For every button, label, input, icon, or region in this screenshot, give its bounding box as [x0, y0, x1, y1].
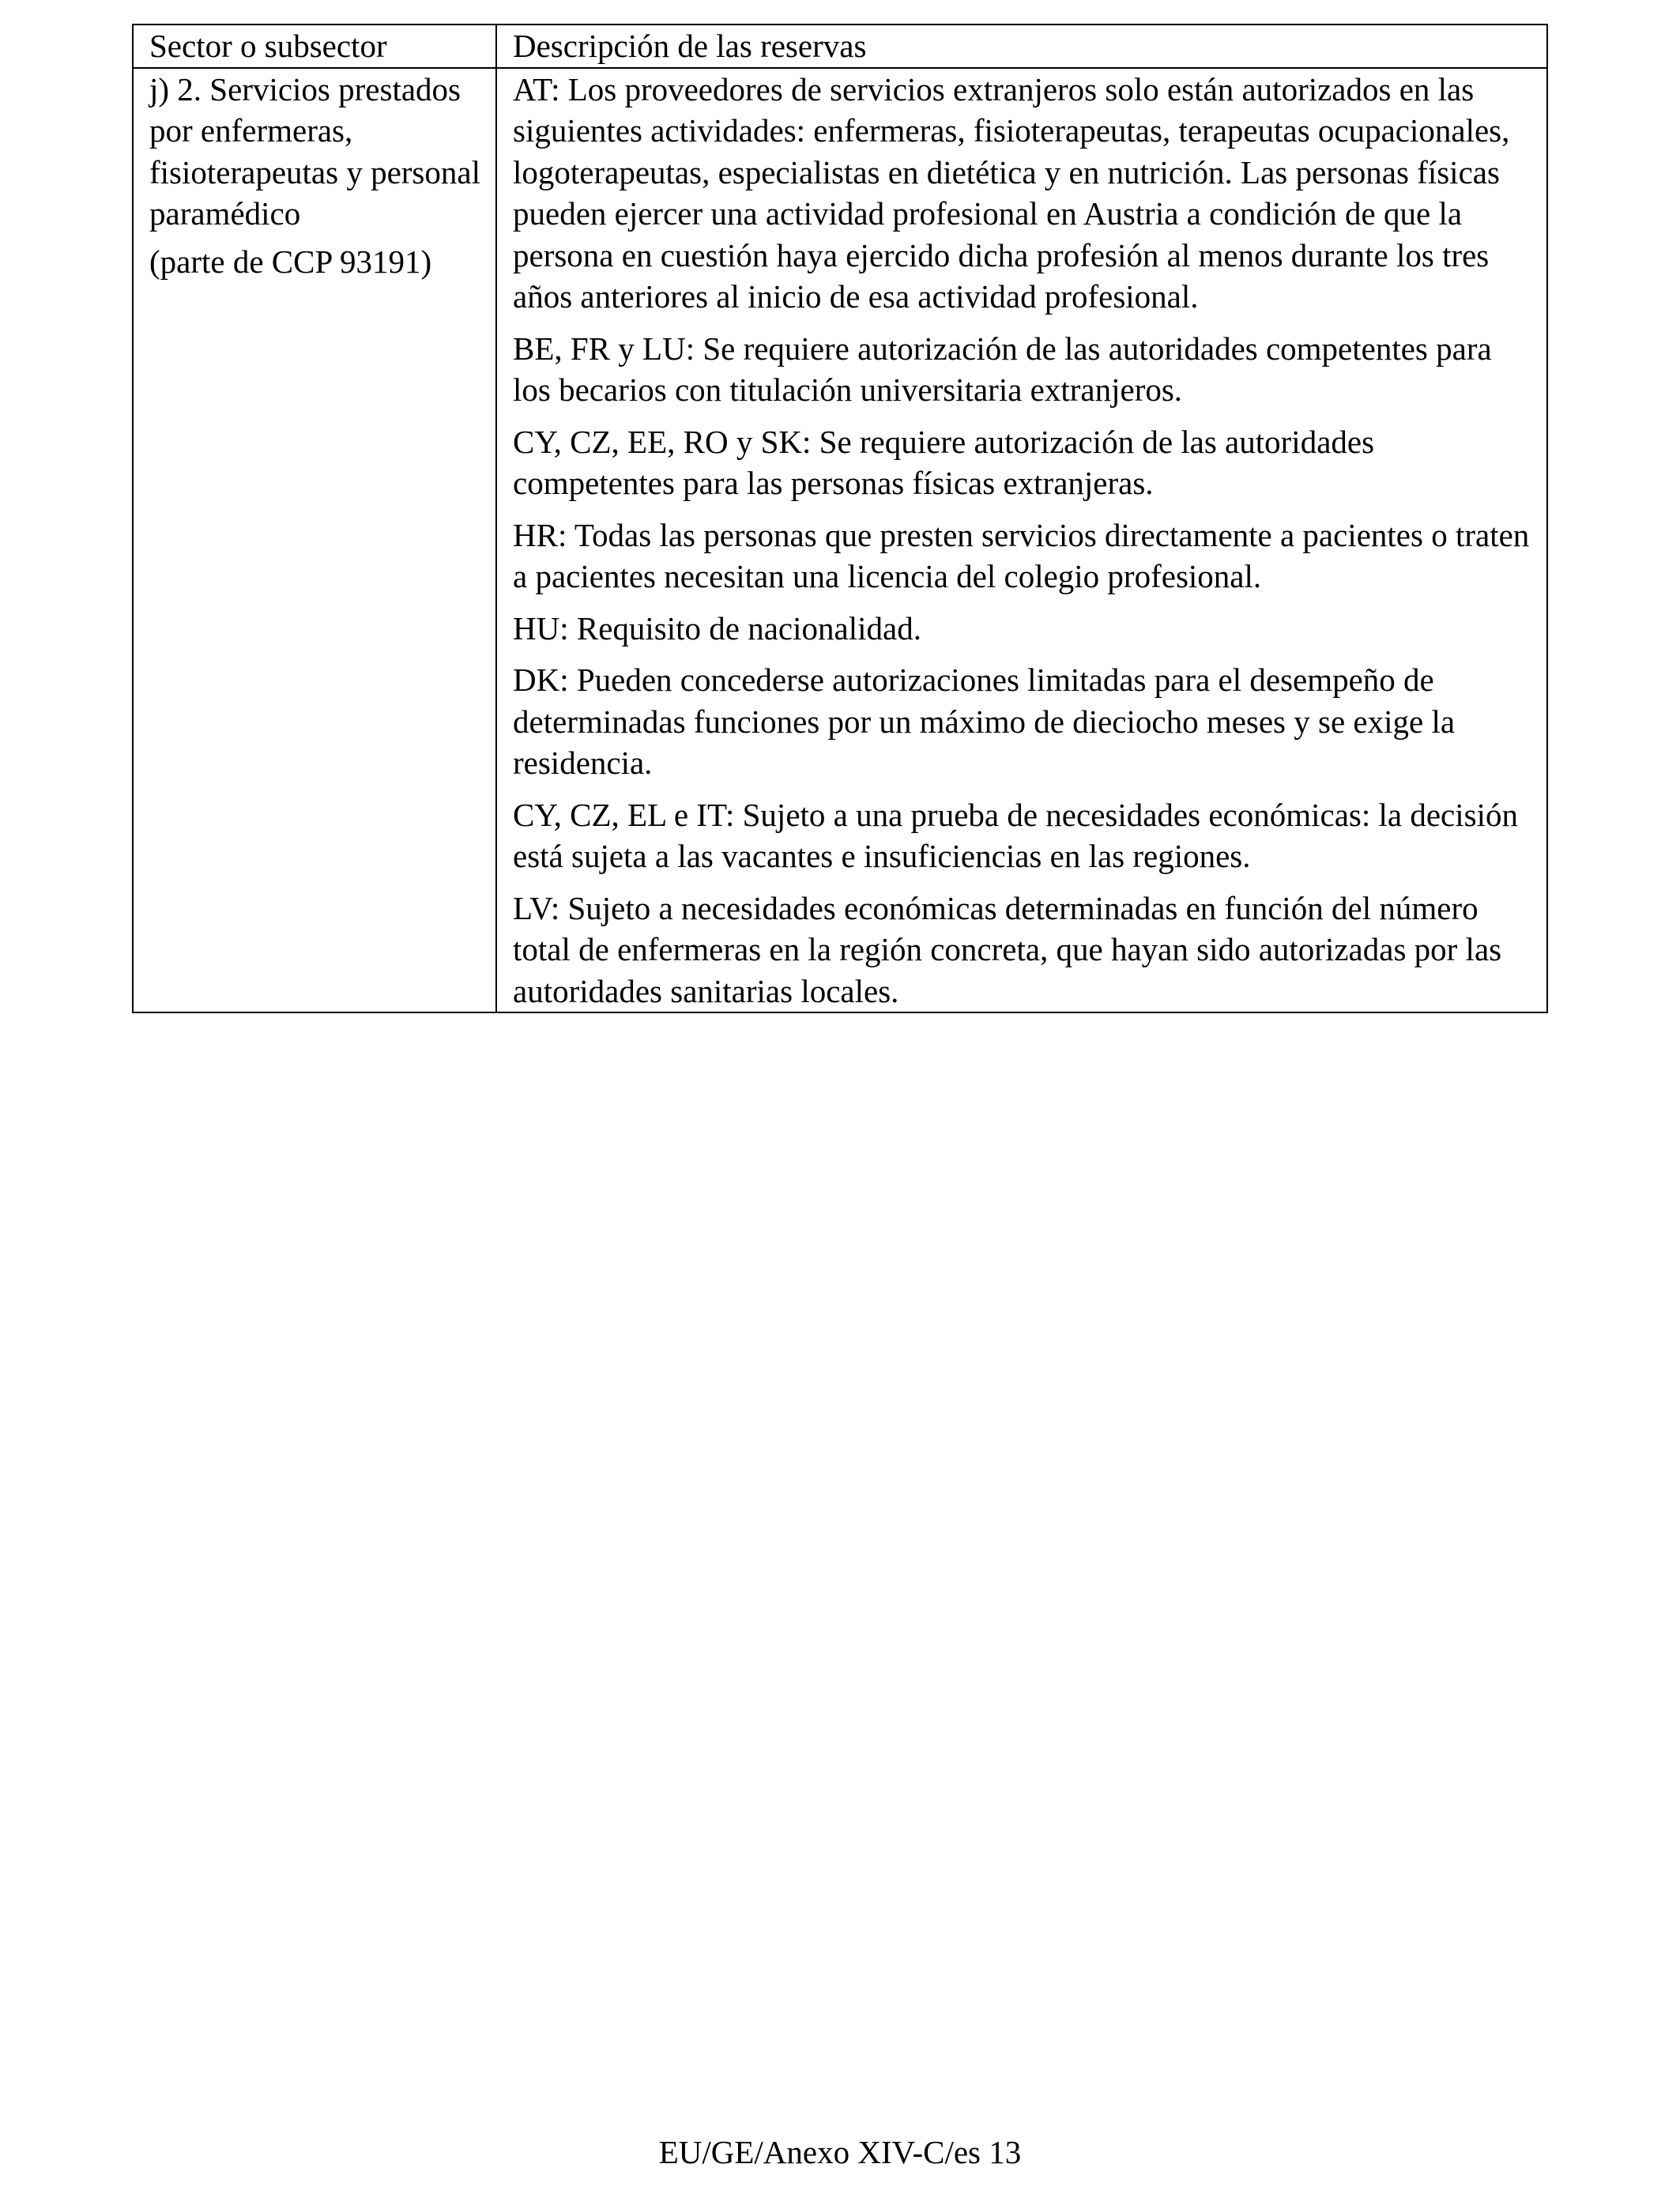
header-description: Descripción de las reservas	[496, 25, 1547, 68]
reservation-cy-cz-el-it: CY, CZ, EL e IT: Sujeto a una prueba de necesidades económicas: la decisión está sujeta a las vacantes e insuficiencias en las regiones.	[513, 796, 1518, 874]
header-sector: Sector o subsector	[133, 25, 496, 68]
reservation-dk: DK: Pueden concederse autorizaciones limitadas para el desempeño de determinadas funciones por un máximo de dieciocho meses y se exige la residencia.	[513, 662, 1456, 781]
reservation-lv: LV: Sujeto a necesidades económicas determinadas en función del número total de enfermeras en la región concreta, que hayan sido autorizadas por las autoridades sanitarias locales.	[513, 889, 1502, 1009]
reservation-hr: HR: Todas las personas que presten servicios directamente a pacientes o traten a pacientes necesitan una licencia del colegio profesional.	[513, 516, 1530, 594]
sector-cell	[133, 68, 496, 1013]
reservation-hu: HU: Requisito de nacionalidad.	[513, 609, 921, 647]
description-cell	[496, 68, 1547, 1013]
reservation-cy-cz-ee-ro-sk: CY, CZ, EE, RO y SK: Se requiere autorización de las autoridades competentes para las personas físicas extranjeras.	[513, 423, 1375, 501]
reservation-be-fr-lu: BE, FR y LU: Se requiere autorización de las autoridades competentes para los becarios con titulación universitaria extranjeros.	[513, 330, 1492, 408]
page-footer: EU/GE/Anexo XIV-C/es 13	[658, 2134, 1022, 2170]
table-row	[133, 68, 1547, 1013]
reservation-at: AT: Los proveedores de servicios extranjeros solo están autorizados en las siguientes actividades: enfermeras, fisioterapeutas, terapeutas ocupacionales, logoterapeutas, especialistas en dietética y en nutrición. Las personas físicas pueden ejercer una actividad profesional en Austria a condición de que la persona en cuestión haya ejercido dicha profesión al menos durante los tres años anteriores al inicio de esa actividad profesional.	[513, 70, 1510, 315]
reservations-table	[132, 24, 1548, 1013]
table-header-row	[133, 25, 1547, 68]
sector-ccp-code: (parte de CCP 93191)	[149, 243, 432, 280]
sector-name: j) 2. Servicios prestados por enfermeras, fisioterapeutas y personal paramédico	[149, 70, 480, 232]
